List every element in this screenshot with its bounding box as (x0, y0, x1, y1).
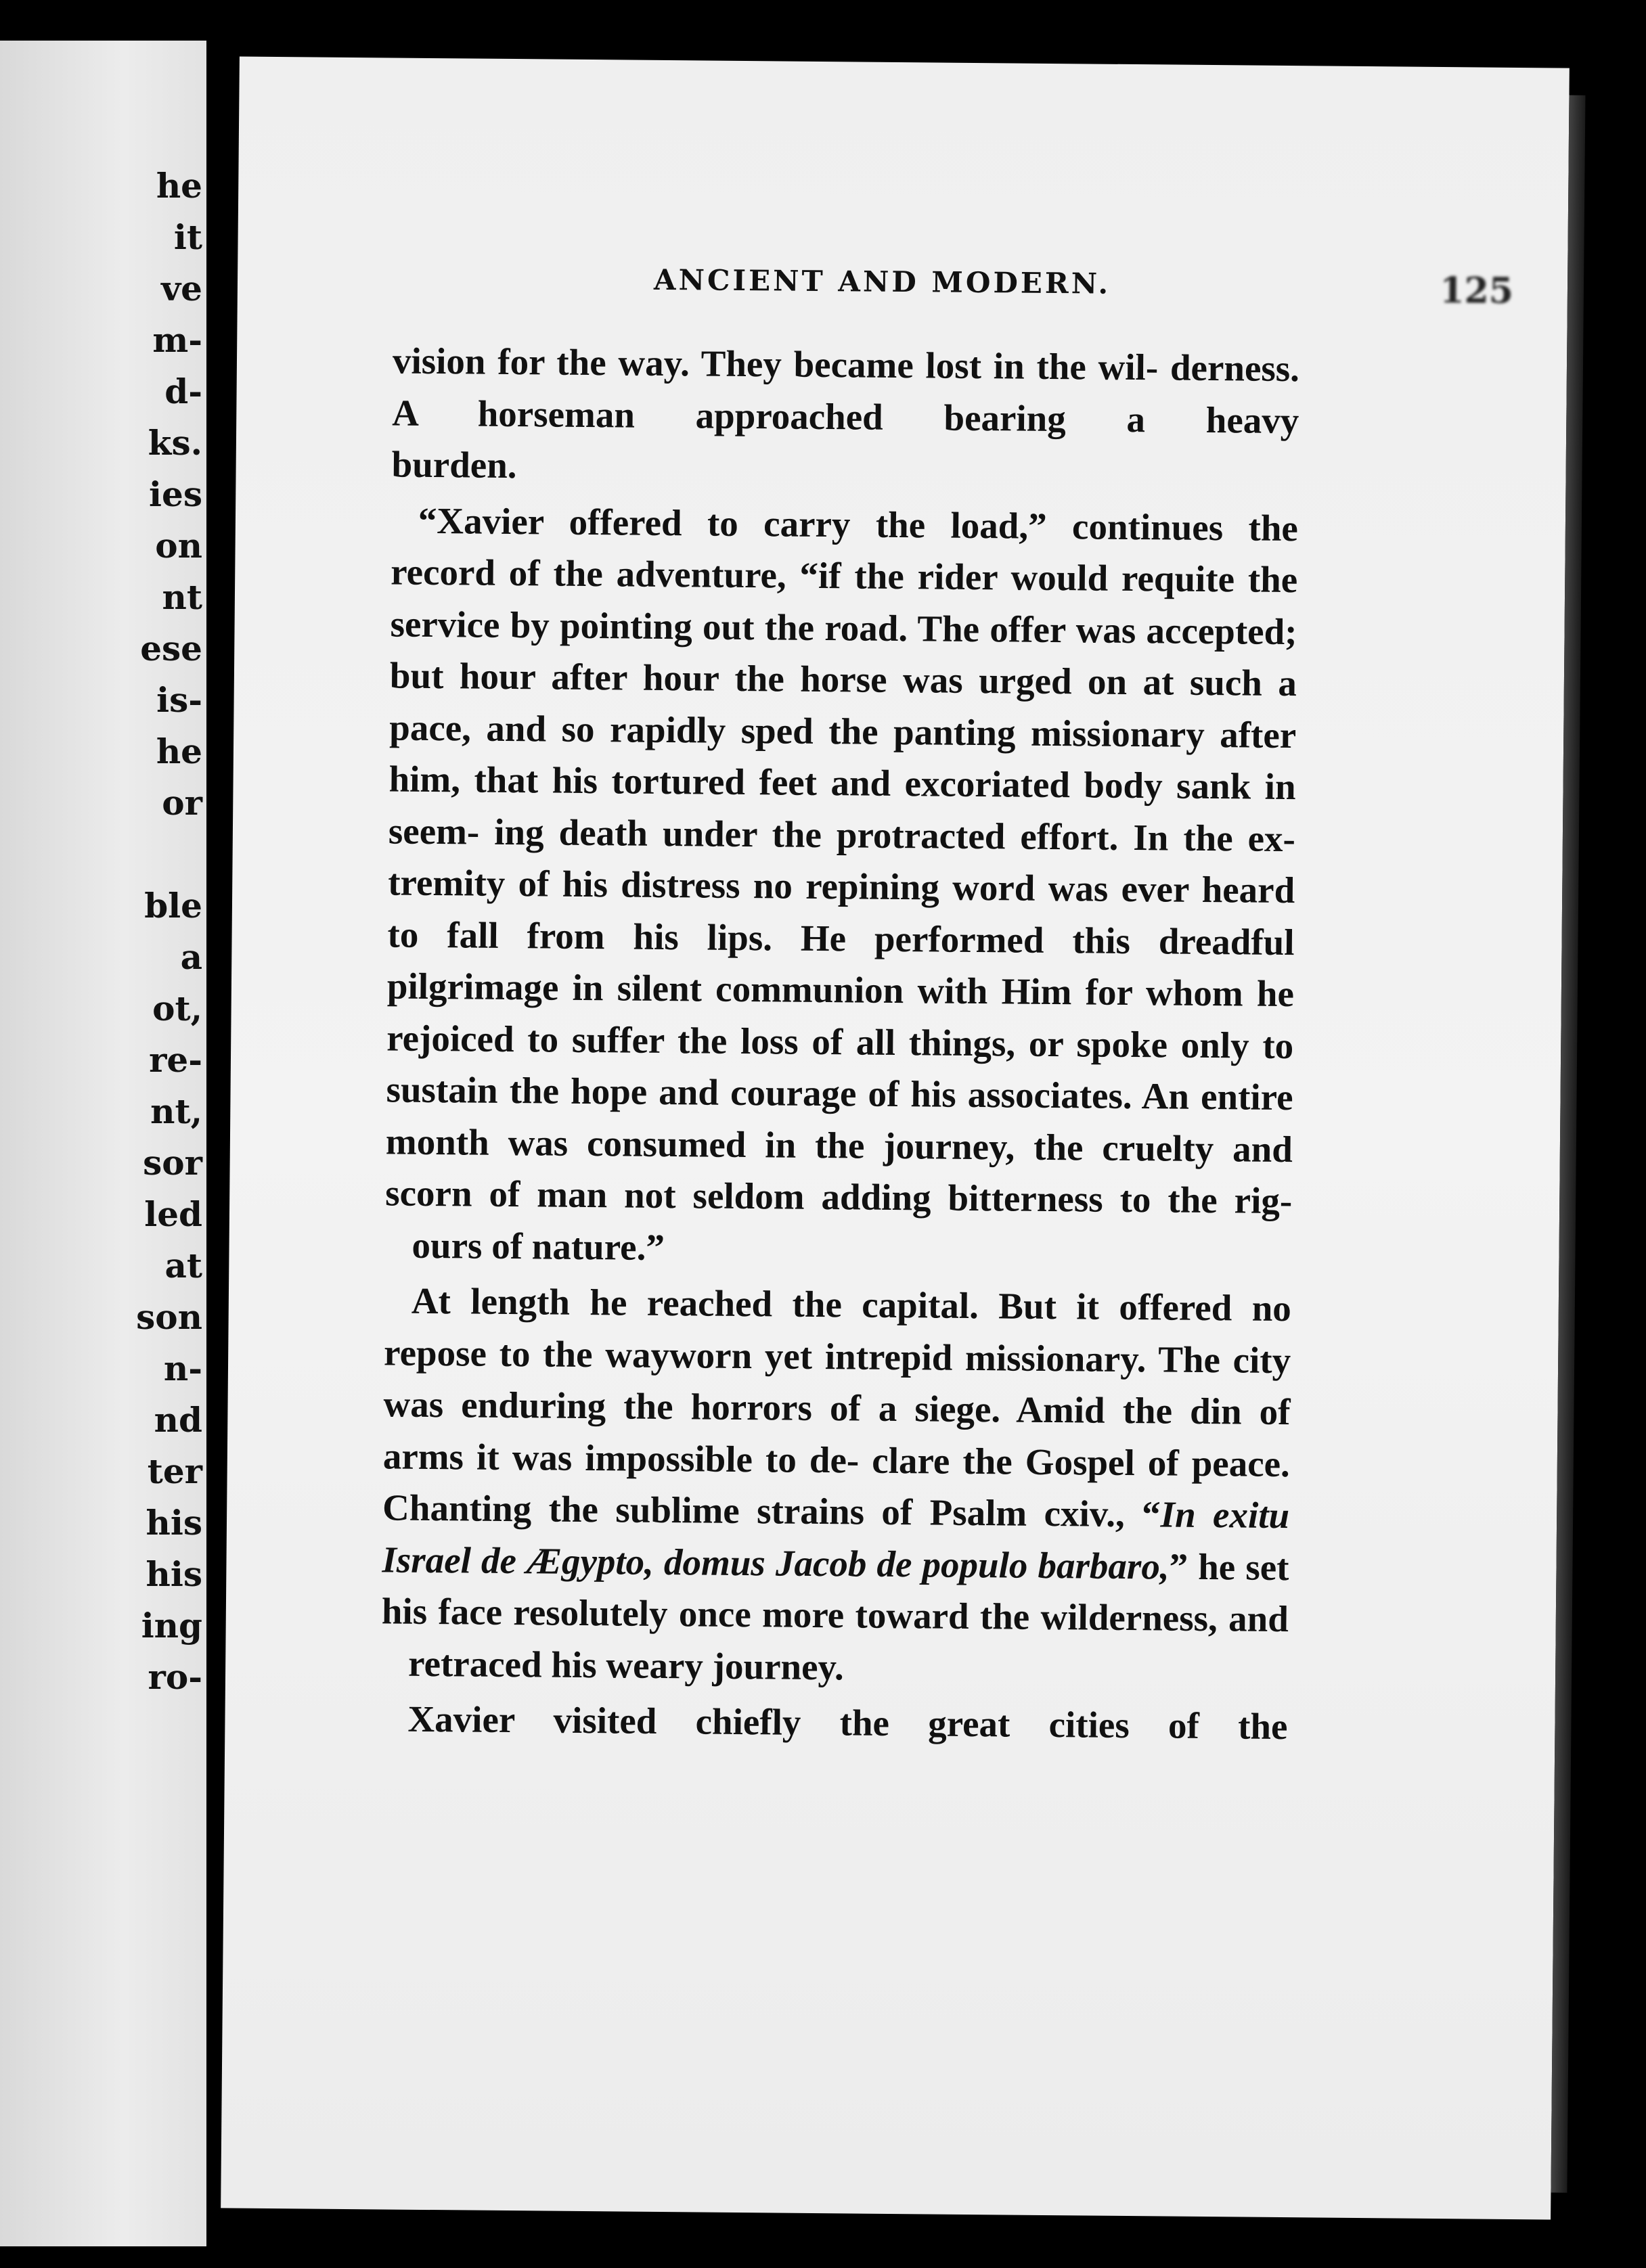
text-line: At length he reached the capital. But it offered (411, 1279, 1232, 1329)
left-fragment: ot, (152, 989, 202, 1028)
text-line: derness. A horseman approached bearing a heavy (392, 346, 1300, 441)
left-fragment: ies (149, 474, 202, 514)
text-line: burden. (391, 443, 517, 486)
text-line: retraced his weary journey. (407, 1642, 845, 1687)
left-fragment: or (162, 783, 202, 823)
left-fragment: ese (140, 629, 202, 668)
left-fragment: on (155, 526, 202, 566)
text-line: tortured feet and excoriated body sank in seem- (388, 760, 1296, 853)
left-fragment: his (146, 1554, 202, 1594)
left-fragment: son (136, 1297, 202, 1337)
left-fragment: a (180, 937, 202, 977)
paragraph (384, 495, 1298, 1279)
paragraph (380, 1693, 1288, 1752)
left-fragment: sor (143, 1143, 202, 1183)
text-line: ing death under the protracted effort. In the ex- (494, 811, 1296, 859)
left-fragment: at (164, 1246, 202, 1286)
left-fragment: he (156, 166, 202, 206)
text-line: Xavier visited chiefly the great cities of the (407, 1698, 1288, 1748)
left-fragment: n- (163, 1348, 202, 1388)
text-line: sped the panting missionary after him, that his (388, 709, 1297, 802)
left-fragment: ter (147, 1451, 202, 1491)
paragraph (381, 1275, 1291, 1697)
left-fragment: it (173, 217, 202, 257)
latin-quotation: domus Jacob de populo barbaro, (663, 1541, 1170, 1587)
left-fragment: ing (141, 1606, 202, 1646)
text-line: tremity of his distress no repining word was ever (388, 861, 1189, 910)
text-line: horse was urged on at such a pace, and so rapidly (389, 658, 1297, 751)
left-fragment: led (144, 1194, 202, 1234)
left-fragment: nt, (150, 1091, 202, 1131)
page-edge-shadow (1551, 95, 1585, 2193)
previous-page-fragment (0, 41, 206, 2246)
running-head: ANCIENT AND MODERN. (653, 263, 1111, 300)
text-line-suffix: ” he set his face (381, 1545, 1289, 1633)
text-line: clare the Gospel of peace. Chanting the sublime (382, 1439, 1291, 1532)
text-line: requite the service by pointing out the road. (390, 557, 1298, 649)
text-line: resolutely once more toward the wilderness, and (513, 1591, 1289, 1640)
text-line: Amid the din of arms it was impossible to de- (382, 1388, 1291, 1481)
text-line: The offer was accepted; but hour after hour the (389, 607, 1297, 700)
paragraph (391, 335, 1299, 498)
left-fragment: his (146, 1503, 202, 1543)
left-fragment: ks. (148, 423, 202, 463)
text-line: no repose to the wayworn yet intrepid missionary. (383, 1287, 1292, 1380)
left-fragment: d- (164, 371, 202, 411)
left-fragment: nd (154, 1400, 202, 1440)
text-line: “Xavier offered to carry the load,” continues (418, 499, 1224, 548)
page-number: 125 (1440, 269, 1514, 312)
text-line: of man not seldom adding bitterness to the rig- (489, 1173, 1293, 1222)
book-page (221, 56, 1570, 2219)
text-line: dreadful pilgrimage in silent communion with (386, 920, 1295, 1012)
text-line: all things, or spoke only to sustain the hope and (386, 1020, 1294, 1113)
text-line: consumed in the journey, the cruelty and scorn (384, 1122, 1293, 1215)
text-line: The city was enduring the horrors of a siege. (383, 1338, 1291, 1430)
text-line: courage of his associates. An entire month was (385, 1071, 1293, 1164)
text-line: the record of the adventure, “if the rider would (391, 507, 1299, 599)
body-text (380, 335, 1299, 1756)
latin-quotation: In exitu Israel de Ægypto, (382, 1493, 1290, 1583)
text-line: vision for the way. They became lost in the wil- (392, 340, 1159, 388)
left-fragment: he (156, 731, 202, 771)
left-fragment: m- (152, 320, 202, 360)
left-fragment: ble (144, 886, 202, 926)
left-fragment: is- (156, 680, 202, 720)
left-fragment: nt (162, 577, 202, 617)
text-line-prefix: strains of Psalm cxiv., “ (756, 1490, 1161, 1535)
text-line: Him for whom he rejoiced to suffer the loss of (386, 970, 1295, 1062)
text-line: ours of nature.” (412, 1224, 665, 1268)
left-fragment: ro- (148, 1657, 202, 1697)
text-line: heard to fall from his lips. He performed this (387, 868, 1295, 961)
left-fragment: re- (149, 1040, 202, 1080)
left-fragment: ve (161, 269, 202, 309)
